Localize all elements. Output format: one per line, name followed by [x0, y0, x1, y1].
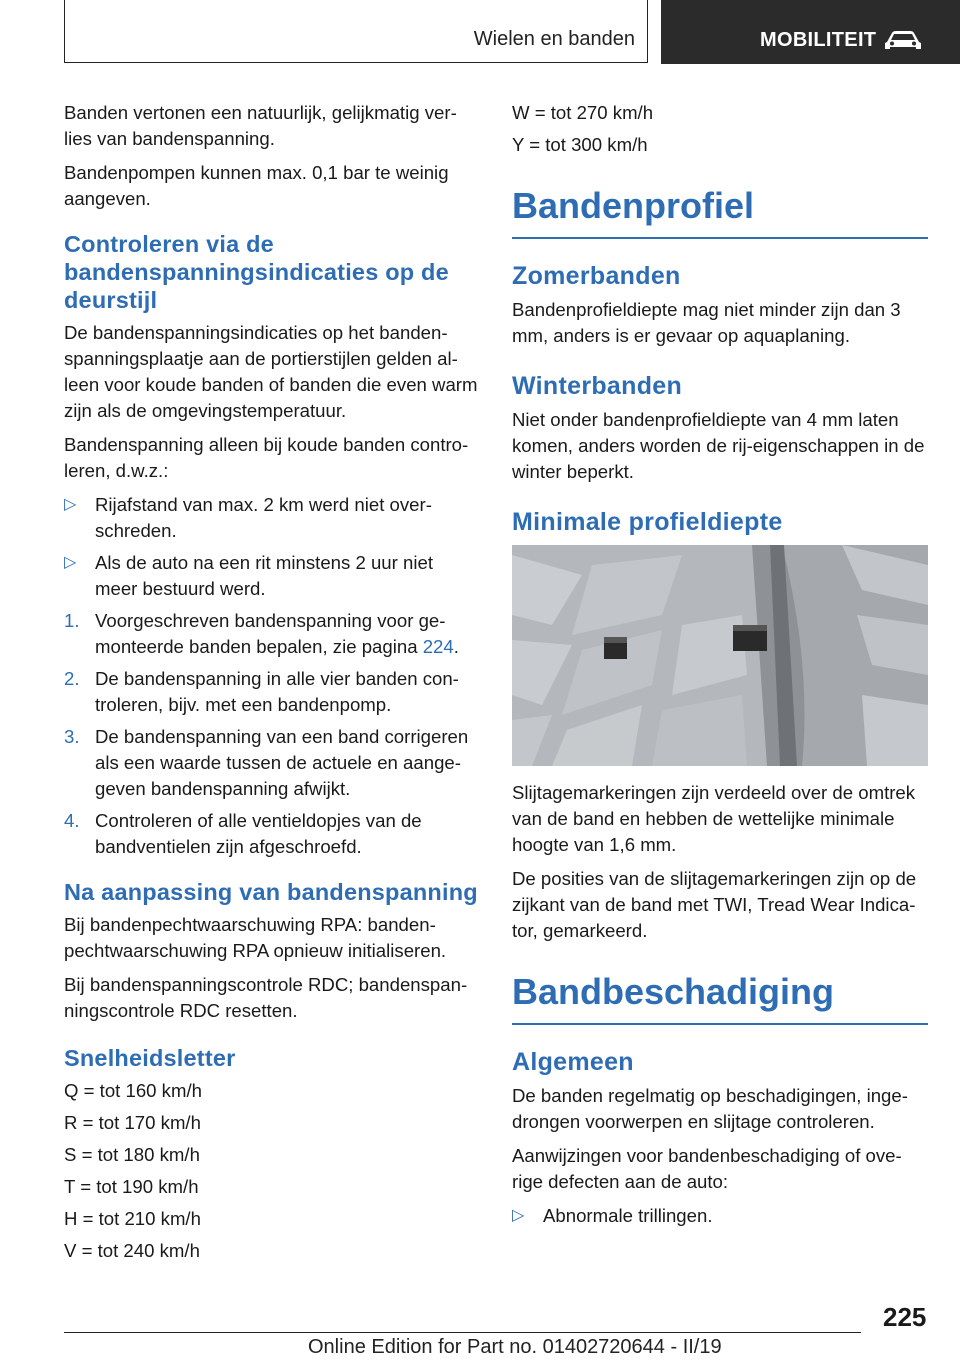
car-icon [883, 28, 923, 52]
step-item: 1. Voorgeschreven bandenspanning voor ge‐ monteerde banden bepalen, zie pagina 224. [64, 610, 459, 657]
heading-summer-tires: Zomerbanden [512, 262, 681, 290]
heading-tread-profile: Bandenprofiel [512, 184, 928, 239]
speed-row: H = tot 210 km/h [64, 1208, 201, 1229]
page-link[interactable]: 224 [422, 636, 454, 657]
step-item: 4. Controleren of alle ventieldopjes van de bandventielen zijn afgeschroefd. [64, 810, 422, 857]
left-column [64, 100, 478, 1270]
speed-row: R = tot 170 km/h [64, 1112, 201, 1133]
step-item: 3. De bandenspanning van een band corrigeren als een waarde tussen de actuele en aange‐ geven bandenspanning afwijkt. [64, 726, 469, 799]
speed-row: S = tot 180 km/h [64, 1144, 200, 1165]
paragraph-wear-markers: Slijtagemarkeringen zijn verdeeld over de omtrek van de band en hebben de wettelijke minimale hoogte van 1,6 mm. [512, 782, 916, 855]
header-section-title: Wielen en banden [473, 28, 635, 50]
paragraph-check-regularly: De banden regelmatig op beschadigingen, inge‐ drongen voorwerpen en slijtage controleren. [512, 1085, 908, 1132]
paragraph-rpa: Bij bandenpechtwaarschuwing RPA: banden‐ pechtwaarschuwing RPA opnieuw initialiseren. [64, 914, 447, 961]
paragraph-damage-hints: Aanwijzingen voor bandenbeschadiging of ove‐ rige defecten aan de auto: [512, 1145, 902, 1192]
list-item: ▷ Abnormale trillingen. [512, 1203, 928, 1229]
speed-row: T = tot 190 km/h [64, 1176, 199, 1197]
footer-divider [64, 1332, 861, 1333]
paragraph-pump-tolerance: Bandenpompen kunnen max. 0,1 bar te weinig aangeven. [64, 162, 449, 209]
heading-check-door-pillar: Controleren via de bandenspanningsindicaties op de deurstijl [64, 231, 449, 313]
paragraph-rdc: Bij bandenspanningscontrole RDC; bandenspan‐ ningscontrole RDC resetten. [64, 974, 468, 1021]
tread-wear-indicator-image [512, 545, 928, 766]
speed-row: V = tot 240 km/h [64, 1240, 200, 1261]
right-column [512, 100, 928, 1235]
speed-row: W = tot 270 km/h [512, 102, 654, 123]
heading-after-adjustment: Na aanpassing van bandenspanning [64, 879, 478, 905]
header-chapter-title: MOBILITEIT [760, 29, 877, 51]
step-item: 2. De bandenspanning in alle vier banden con‐ troleren, bijv. met een bandenpomp. [64, 668, 459, 715]
triangle-bullet-icon: ▷ [64, 496, 77, 513]
header-chapter-box [661, 0, 960, 64]
paragraph-pressure-loss: Banden vertonen een natuurlijk, gelijkmatig ver‐ lies van bandenspanning. [64, 102, 457, 149]
page-number: 225 [883, 1302, 927, 1332]
speed-row: Y = tot 300 km/h [512, 134, 648, 155]
paragraph-summer: Bandenprofieldiepte mag niet minder zijn dan 3 mm, anders is er gevaar op aquaplaning. [512, 299, 901, 346]
heading-winter-tires: Winterbanden [512, 372, 683, 400]
paragraph-twi: De posities van de slijtagemarkeringen zijn op de zijkant van de band met TWI, Tread Wear Indica‐ tor, gemarkeerd. [512, 868, 917, 941]
paragraph-cold-tires: Bandenspanning alleen bij koude banden contro‐ leren, d.w.z.: [64, 434, 469, 481]
paragraph-winter: Niet onder bandenprofieldiepte van 4 mm laten komen, anders worden de rij-eigenschappen in de winter beperkt. [512, 409, 925, 482]
heading-min-tread-depth: Minimale profieldiepte [512, 508, 783, 536]
triangle-bullet-icon: ▷ [512, 1207, 525, 1224]
triangle-bullet-icon: ▷ [64, 554, 77, 571]
paragraph-pillar-info: De bandenspanningsindicaties op het banden‐ spanningsplaatje aan de portierstijlen gelden al‐ leen voor koude banden of banden die even warm zijn als de omgevingstemperatuur. [64, 322, 478, 421]
list-item: ▷ Als de auto na een rit minstens 2 uur niet meer bestuurd werd. [64, 552, 433, 599]
heading-general: Algemeen [512, 1048, 634, 1076]
list-item: ▷ Rijafstand van max. 2 km werd niet over‐ schreden. [64, 494, 432, 541]
heading-speed-letter: Snelheidsletter [64, 1045, 236, 1071]
footer-edition: Online Edition for Part no. 01402720644 - II/19 [308, 1336, 722, 1358]
heading-tire-damage: Bandbeschadiging [512, 970, 928, 1025]
header-section-box [64, 0, 648, 63]
speed-row: Q = tot 160 km/h [64, 1080, 202, 1101]
